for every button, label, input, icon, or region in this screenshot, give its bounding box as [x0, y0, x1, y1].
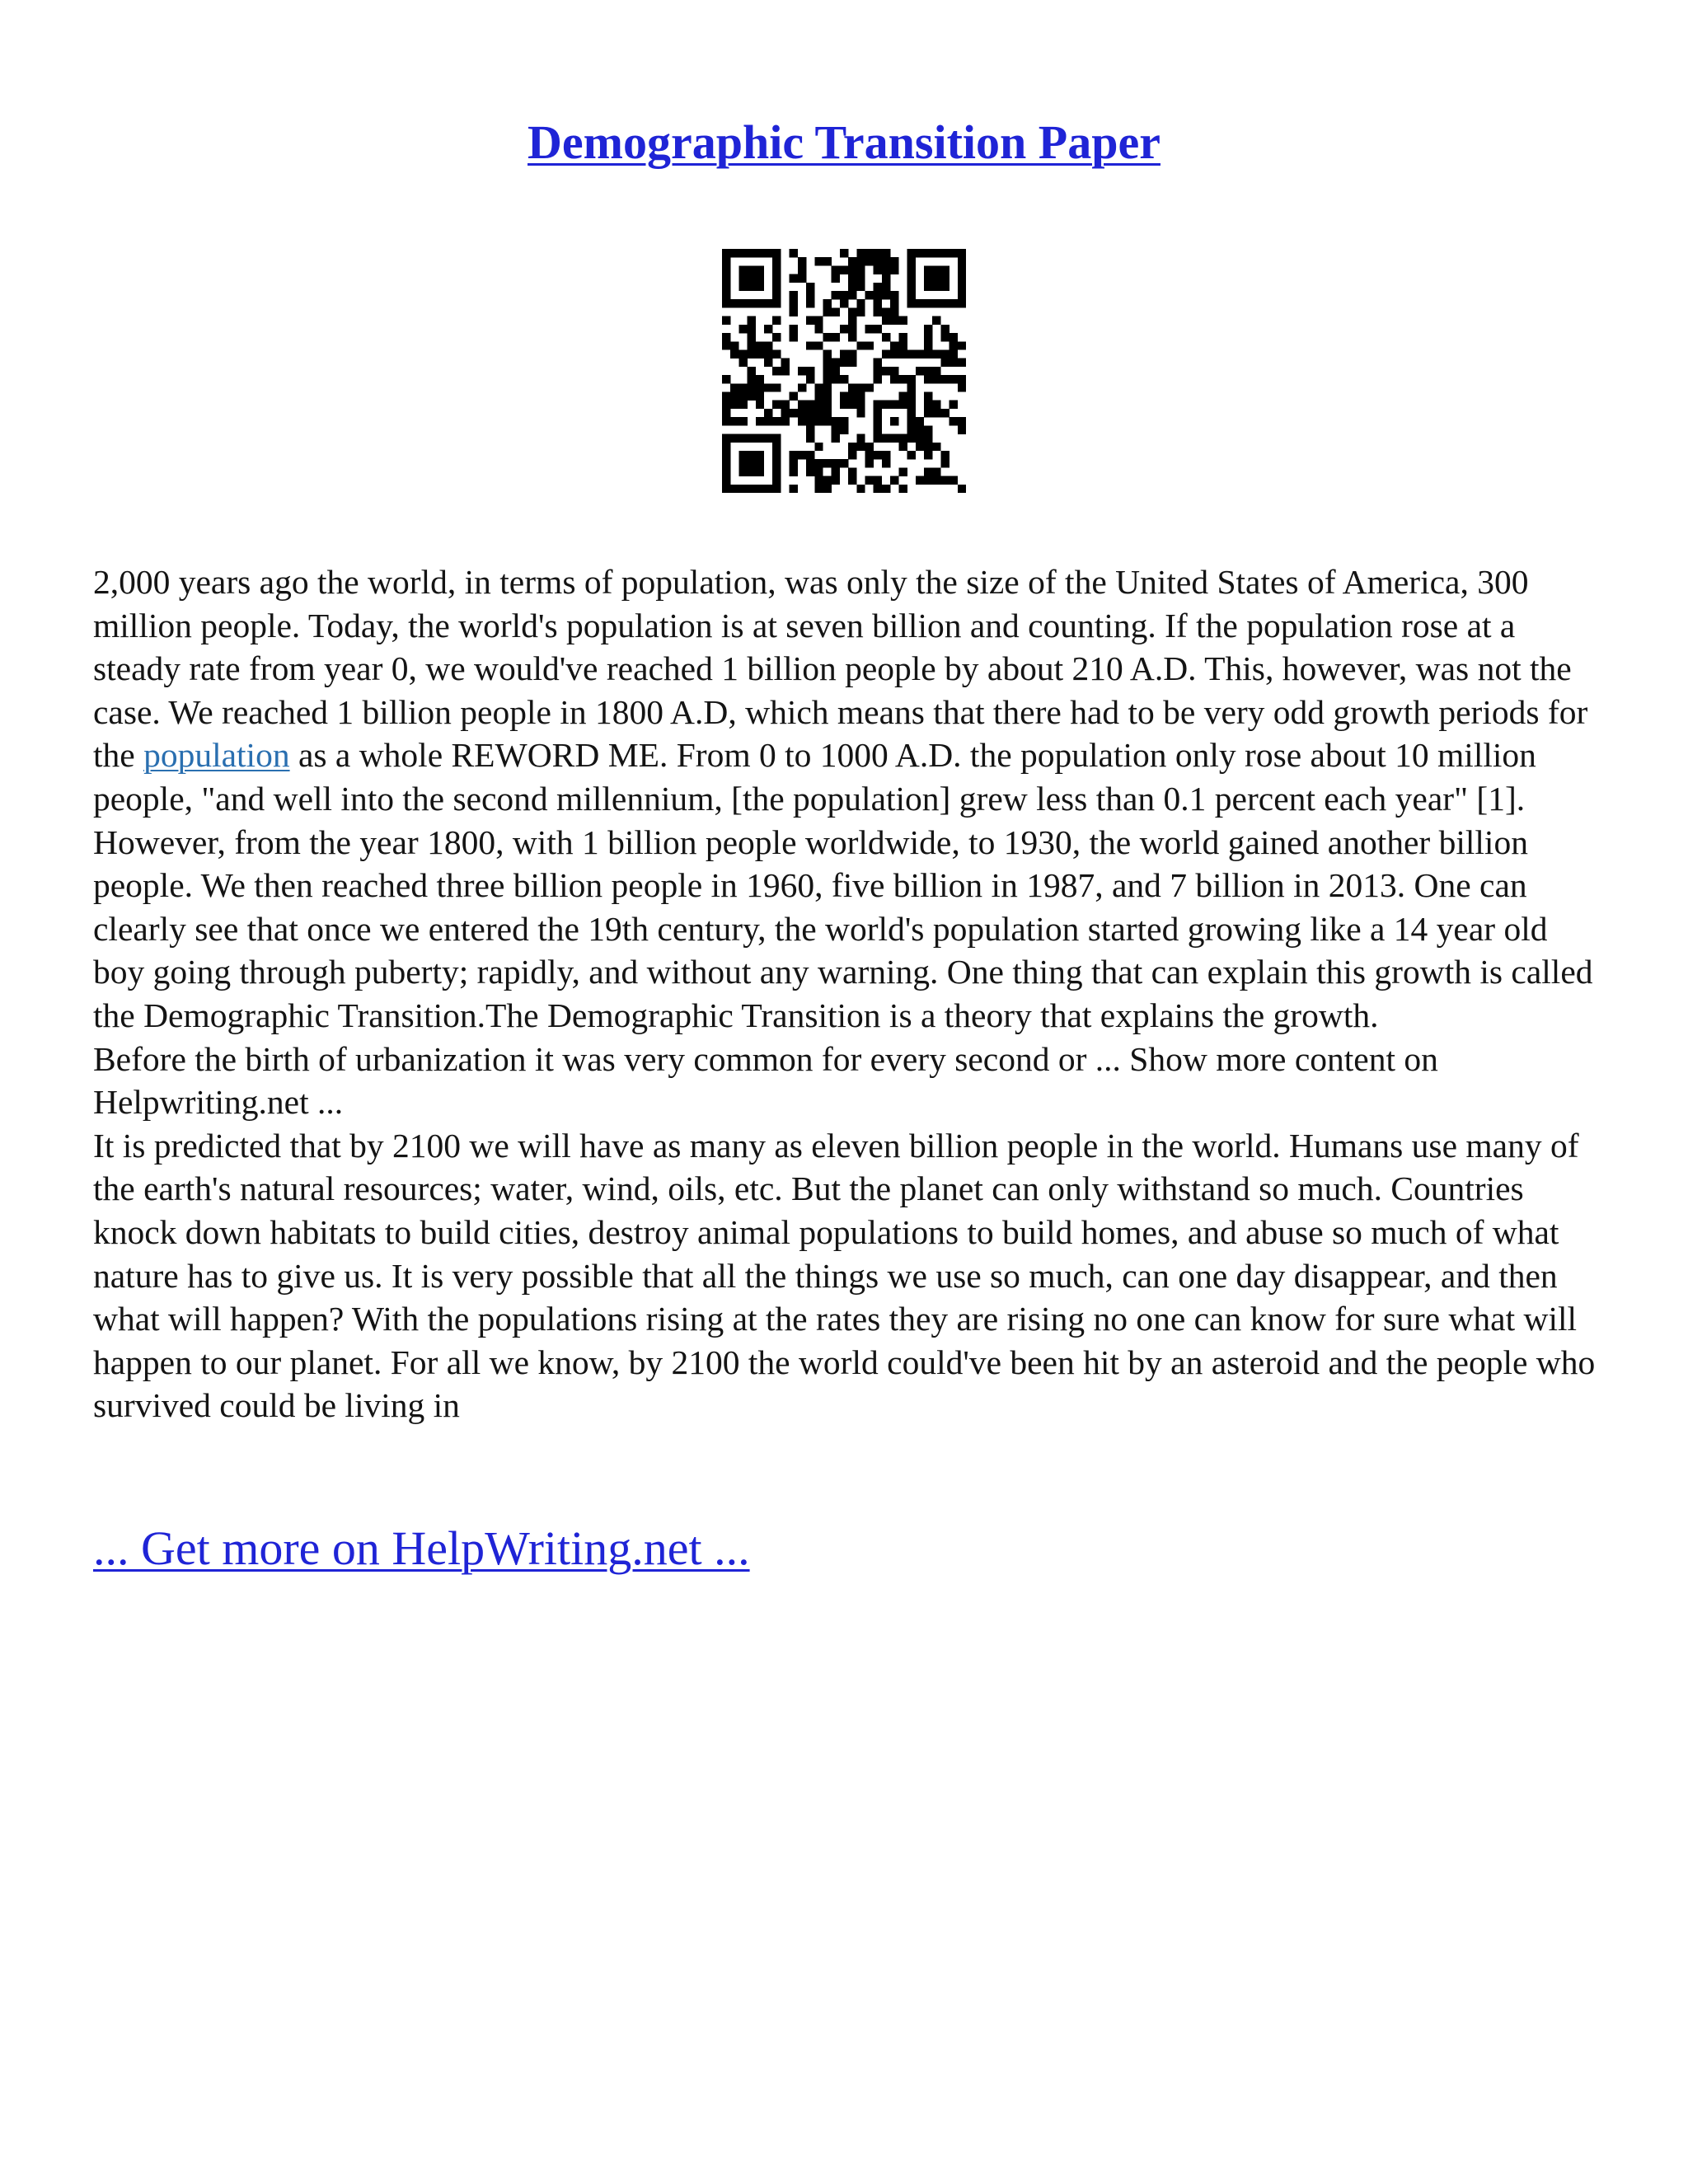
paragraph-prediction: It is predicted that by 2100 we will have as many as eleven billion people in the world. Humans use many of the earth's natural resources; water, wind, oils, etc. But the planet can only withstand so much. Countries knock down habitats to build cities, destroy animal populations to build homes, and abuse so much of what nature has to give us. It is very possible that all the things we use so much, can one day disappear, and then what will happen? With the populations rising at the rates they are rising no one can know for sure what will happen to our planet. For all we know, by 2100 the world could've been hit by an asteroid and the people who survived could be living in: [93, 1126, 1596, 1425]
get-more-link[interactable]: ... Get more on HelpWriting.net ...: [93, 1521, 750, 1575]
paragraph-urbanization: Before the birth of urbanization it was very common for every second or ... Show more content on Helpwriting.net ...: [93, 1039, 1438, 1122]
paragraph-intro-end: as a whole REWORD ME. From 0 to 1000 A.D. the population only rose about 10 million people, "and well into the second millennium, [the population] grew less than 0.1 percent each year" [1]. However, from the year 1800, with 1 billion people worldwide, to 1930, the world gained another billion people. We then reached three billion people in 1960, five billion in 1987, and 7 billion in 2013. One can clearly see that once we entered the 19th century, the world's population started growing like a 14 year old boy going through puberty; rapidly, and without any warning. One thing that can explain this growth is called the Demographic Transition.The Demographic Transition is a theory that explains the growth.: [93, 736, 1593, 1034]
qr-code-icon: [722, 249, 966, 493]
paragraph-intro-start: 2,000 years ago the world, in terms of population, was only the size of the United States of America, 300 million people. Today, the world's population is at seven billion and counting. If the population rose at a steady rate from year 0, we would've reached 1 billion people by about 210 A.D. This, however, was not the case. We reached 1 billion people in 1800 A.D, which means that there had to be very odd growth periods for the: [93, 563, 1588, 775]
get-more-link-block: [93, 1521, 750, 1577]
body-text: [93, 560, 1601, 1427]
title-link[interactable]: Demographic Transition Paper: [528, 115, 1160, 169]
document-title: [0, 114, 1688, 171]
population-link[interactable]: population: [143, 736, 290, 775]
paragraph-intro: [93, 560, 1601, 1038]
